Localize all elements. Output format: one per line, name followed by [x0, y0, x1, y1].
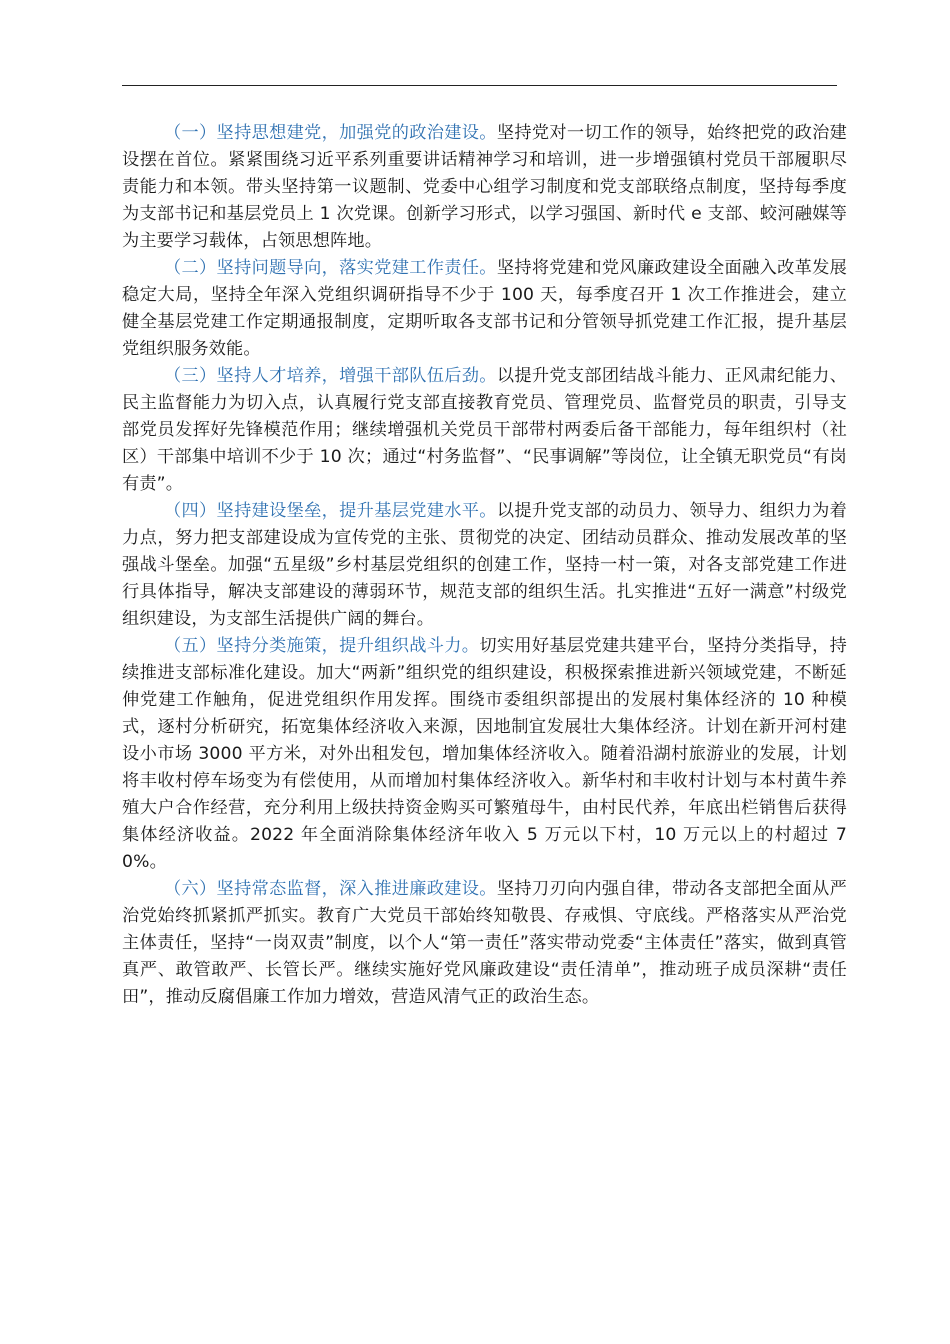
paragraph-1 — [122, 120, 847, 255]
paragraph-heading: （五）坚持分类施策，提升组织战斗力。 — [164, 636, 480, 656]
paragraph-heading: （四）坚持建设堡垒，提升基层党建水平。 — [164, 501, 497, 521]
paragraph-text: 坚持将党建和党风廉政建设全面融入改革发展稳定大局，坚持全年深入党组织调研指导不少于 100 天，每季度召开 1 次工作推进会，建立健全基层党建工作定期通报制度，定期听取各支部书记和分管领导抓党建工作汇报，提升基层党组织服务效能。 — [122, 258, 847, 359]
paragraph-text: 坚持刀刃向内强自律，带动各支部把全面从严治党始终抓紧抓严抓实。教育广大党员干部始终知敬畏、存戒惧、守底线。严格落实从严治党主体责任，坚持“一岗双责”制度，以个人“第一责任”落实带动党委“主体责任”落实，做到真管真严、敢管敢严、长管长严。继续实施好党风廉政建设“责任清单”，推动班子成员深耕“责任田”，推动反腐倡廉工作加力增效，营造风清气正的政治生态。 — [122, 879, 847, 1007]
paragraph-heading: （六）坚持常态监督，深入推进廉政建设。 — [164, 879, 497, 899]
paragraph-text: 以提升党支部团结战斗能力、正风肃纪能力、民主监督能力为切入点，认真履行党支部直接教育党员、管理党员、监督党员的职责，引导支部党员发挥好先锋模范作用；继续增强机关党员干部带村两委后备干部能力，每年组织村（社区）干部集中培训不少于 10 次；通过“村务监督”、“民事调解”等岗位，让全镇无职党员“有岗有责”。 — [122, 366, 847, 494]
header-rule — [122, 85, 837, 86]
paragraph-4 — [122, 498, 847, 633]
paragraph-heading: （一）坚持思想建党，加强党的政治建设。 — [164, 123, 497, 143]
paragraph-6 — [122, 876, 847, 1011]
paragraph-text: 以提升党支部的动员力、领导力、组织力为着力点，努力把支部建设成为宣传党的主张、贯彻党的决定、团结动员群众、推动发展改革的坚强战斗堡垒。加强“五星级”乡村基层党组织的创建工作，坚持一村一策，对各支部党建工作进行具体指导，解决支部建设的薄弱环节，规范支部的组织生活。扎实推进“五好一满意”村级党组织建设，为支部生活提供广阔的舞台。 — [122, 501, 847, 629]
paragraph-5 — [122, 633, 847, 876]
paragraph-3 — [122, 363, 847, 498]
paragraph-text: 坚持党对一切工作的领导，始终把党的政治建设摆在首位。紧紧围绕习近平系列重要讲话精神学习和培训，进一步增强镇村党员干部履职尽责能力和本领。带头坚持第一议题制、党委中心组学习制度和党支部联络点制度，坚持每季度为支部书记和基层党员上 1 次党课。创新学习形式，以学习强国、新时代 e 支部、蛟河融媒等为主要学习载体，占领思想阵地。 — [122, 123, 847, 251]
paragraph-heading: （三）坚持人才培养，增强干部队伍后劲。 — [164, 366, 497, 386]
document-body — [122, 120, 847, 1011]
paragraph-2 — [122, 255, 847, 363]
paragraph-text: 切实用好基层党建共建平台，坚持分类指导，持续推进支部标准化建设。加大“两新”组织党的组织建设，积极探索推进新兴领域党建，不断延伸党建工作触角，促进党组织作用发挥。围绕市委组织部提出的发展村集体经济的 10 种模式，逐村分析研究，拓宽集体经济收入来源，因地制宜发展壮大集体经济。计划在新开河村建设小市场 3000 平方米，对外出租发包，增加集体经济收入。随着沿湖村旅游业的发展，计划将丰收村停车场变为有偿使用，从而增加村集体经济收入。新华村和丰收村计划与本村黄牛养殖大户合作经营，充分利用上级扶持资金购买可繁殖母牛，由村民代养，年底出栏销售后获得集体经济收益。2022 年全面消除集体经济年收入 5 万元以下村，10 万元以上的村超过 70%。 — [122, 636, 847, 872]
paragraph-heading: （二）坚持问题导向，落实党建工作责任。 — [164, 258, 497, 278]
